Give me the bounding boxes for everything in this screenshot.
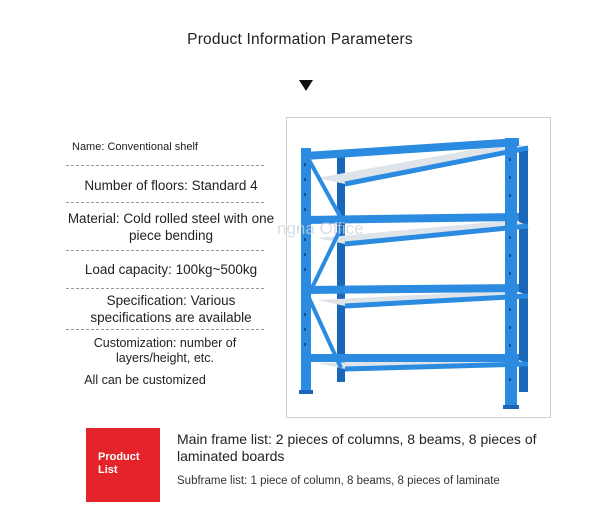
divider [66,202,264,203]
back-left-upright [337,156,345,382]
back-right-upright [519,146,528,392]
product-image [277,117,551,418]
spec-specification: Specification: Various specifications are available [90,293,252,325]
spec-customized: All can be customized [84,373,206,387]
subframe-list: Subframe list: 1 piece of column, 8 beams, 8 pieces of laminate [177,475,500,487]
spec-customization: Customization: number of layers/height, etc. [93,336,237,365]
divider [66,250,264,251]
spec-floors: Number of floors: Standard 4 [84,178,258,193]
spec-name: Name: Conventional shelf [72,141,198,153]
divider [66,288,264,289]
upright-holes [304,158,511,381]
page-title: Product Information Parameters [187,31,413,48]
spec-load: Load capacity: 100kg~500kg [84,262,258,277]
brace [309,160,341,218]
main-frame-list: Main frame list: 2 pieces of columns, 8 beams, 8 pieces of laminated boards [177,431,537,464]
divider [66,165,264,166]
spec-material: Material: Cold rolled steel with one piece bending [67,211,275,243]
foot [503,405,519,409]
down-arrow-icon [299,80,313,91]
watermark-text: ngna Office [277,219,364,238]
divider [66,329,264,330]
foot [299,390,313,394]
shelf-illustration [277,118,552,419]
product-list-badge: Product List [86,428,160,502]
